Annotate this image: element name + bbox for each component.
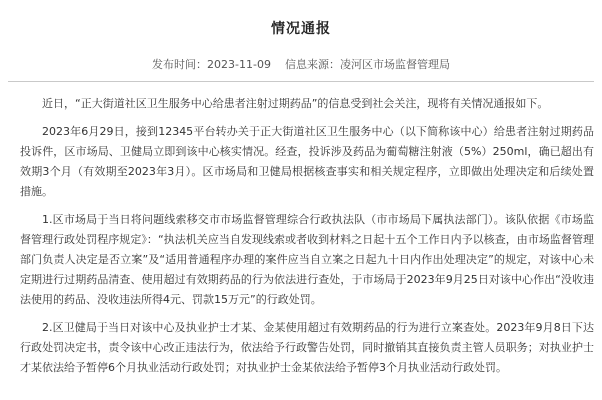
paragraph-health-bureau: 2.区卫健局于当日对该中心及执业护士才某、金某使用超过有效期药品的行为进行立案查处。2023年9月8日下达行政处罚决定书，责令该中心改正违法行为，依法给予行政警告处罚，同时撤销其直接负责主管人员职务；对执业护士才某依法给予暂停6个月执业活动行政处罚；对执业护士金某依法给予暂停3个月执业活动行政处罚。: [20, 321, 594, 374]
divider: [8, 81, 594, 82]
page-title: 情况通报: [271, 21, 331, 37]
paragraph-intro: 近日，“正大街道社区卫生服务中心给患者注射过期药品”的信息受到社会关注，现将有关情况通报如下。: [42, 97, 549, 110]
paragraph-market-bureau: 1.区市场局于当日将问题线索移交市市场监督管理综合行政执法队（市市场局下属执法部门）。该队依据《市场监督管理行政处罚程序规定》：“执法机关应当自发现线索或者收到材料之日起十五个工作日内予以核查，由市场监督管理部门负责人决定是否立案”及“适用普通程序办理的案件应当自立案之日起九十日内作出处理决定”的规定，对该中心未定期进行过期药品清查、使用超过有效期药品的行为依法进行查处，于市场局于2023年9月25日对该中心作出“没收违法使用的药品、没收违法所得4元、罚款15万元”的行政处罚。: [20, 213, 594, 306]
article-meta: [0, 56, 602, 72]
article-body: [20, 94, 594, 386]
paragraph-background: 2023年6月29日，接到12345平台转办关于正大街道社区卫生服务中心（以下简称该中心）给患者注射过期药品投诉件，区市场局、卫健局立即到该中心核实情况。经查，投诉涉及药品为葡萄糖注射液（5%）250ml，确已超出有效期3个月（有效期至2023年3月）。区市场局和卫健局根据核查事实和相关规定程序，立即做出处理决定和后续处置措施。: [20, 125, 594, 198]
info-source: 信息来源：凌河区市场监督管理局: [284, 58, 450, 71]
publish-date: 发布时间：2023-11-09: [152, 58, 271, 71]
